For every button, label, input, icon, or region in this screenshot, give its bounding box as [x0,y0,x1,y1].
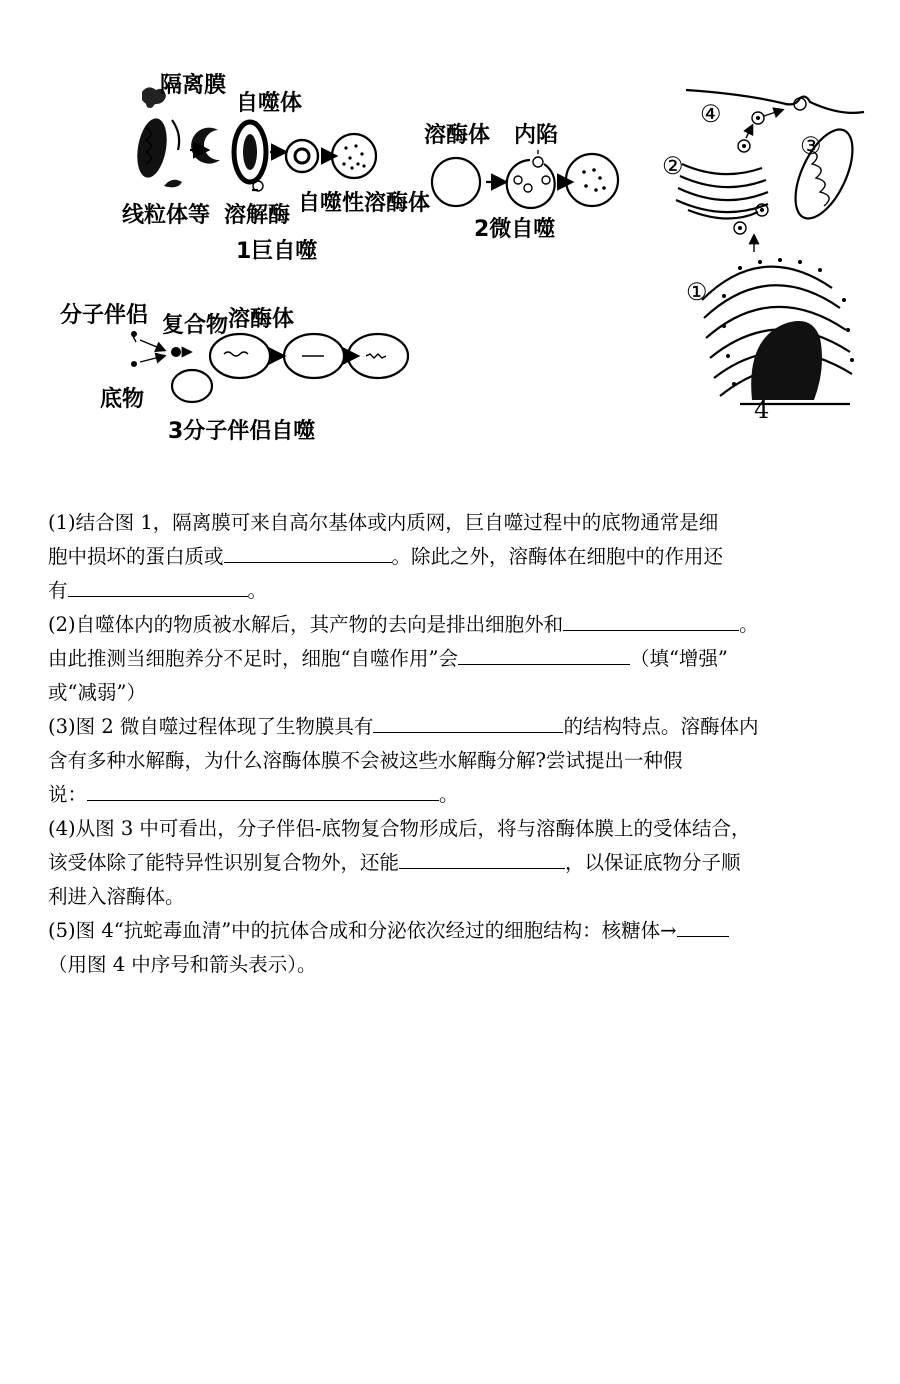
fig1-label-autophagosome: 自噬体 [236,91,303,116]
fig3-label-lysosome: 溶酶体 [228,307,295,332]
figure-1-macroautophagy [122,73,430,264]
q4-text-d: 利进入溶酶体。 [48,885,185,908]
autophagosome-shape [234,122,266,182]
fusion-shape [286,140,318,172]
q4-text-a: (4)从图 3 中可看出，分子伴侣-底物复合物形成后，将与溶酶体膜上的受体结合， [48,817,751,840]
q1-text-c: 。除此之外，溶酶体在细胞中的作用还 [391,545,724,568]
q2-text-c: 由此推测当细胞养分不足时，细胞“自噬作用”会 [48,647,458,670]
figure-4-secretory-pathway [662,90,864,424]
q3-text-a: (3)图 2 微自噬过程体现了生物膜具有 [48,715,374,738]
question-3 [48,710,858,812]
q2-text-a: (2)自噬体内的物质被水解后，其产物的去向是排出细胞外和 [48,613,564,636]
fig3-label-substrate: 底物 [100,387,145,412]
figure-2-microautophagy [424,122,618,242]
autolysosome-shape [332,134,376,178]
q4-blank-1[interactable] [399,846,565,869]
q1-text-a: (1)结合图 1，隔离膜可来自高尔基体或内质网，巨自噬过程中的底物通常是细 [48,511,719,534]
q3-text-d: 说： [48,783,88,806]
lysosome-1-shape [210,334,270,378]
questions-section [48,506,858,982]
fig2-label-invagination: 内陷 [514,123,559,148]
q2-text-d: （填“增强” [629,647,728,670]
q2-text-e: 或“减弱”） [48,681,146,704]
q1-blank-2[interactable] [68,574,248,597]
fig1-label-lysozyme: 溶解酶 [224,203,291,228]
fig4-marker-2: ② [662,152,684,180]
q2-text-b: 。 [739,613,759,636]
golgi-apparatus-shape [676,164,768,219]
figure-3-chaperone-autophagy [60,302,408,444]
lysosome-3-shape [348,334,408,378]
q1-text-d: 有 [48,579,68,602]
q5-text-a: (5)图 4“抗蛇毒血清”中的抗体合成和分泌依次经过的细胞结构：核糖体→ [48,919,677,942]
q1-text-e: 。 [247,579,268,602]
question-5 [48,914,858,982]
question-1 [48,506,858,608]
mitochondrion-shape [133,116,171,180]
fig4-marker-1: ① [686,278,708,306]
fig1-caption: 1巨自噬 [236,239,318,264]
fig4-caption: 4 [754,396,770,424]
q4-text-b: 该受体除了能特异性识别复合物外，还能 [48,851,400,874]
q3-blank-1[interactable] [373,710,563,733]
q3-text-b: 的结构特点。溶酶体内 [563,715,759,738]
fig1-label-autolysosome: 自噬性溶酶体 [298,191,431,216]
q3-text-c: 含有多种水解酶，为什么溶酶体膜不会被这些水解酶分解?尝试提出一种假 [48,749,683,772]
fig4-mitochondrion-shape [784,121,864,227]
q2-blank-1[interactable] [563,608,739,631]
fig3-label-complex: 复合物 [162,313,229,338]
invagination-shape [507,150,555,208]
figure-panel [0,0,900,470]
q5-text-b: （用图 4 中序号和箭头表示）。 [48,953,317,976]
fig3-label-chaperone: 分子伴侣 [60,303,149,328]
nucleus-shape [751,321,822,400]
question-2 [48,608,858,710]
q1-text-b: 胞中损坏的蛋白质或 [48,545,224,568]
q1-blank-1[interactable] [224,540,392,563]
lysosome-shape [432,158,480,206]
q4-text-c: ，以保证底物分子顺 [565,851,741,874]
fig1-label-mitochondria: 线粒体等 [122,203,211,228]
isolation-membrane-arc [172,120,179,150]
digesting-lysosome-shape [566,154,618,206]
fig4-marker-4: ④ [700,100,722,128]
fig4-marker-3: ③ [800,132,822,160]
q3-blank-2[interactable] [87,778,439,801]
fig1-label-isolation-membrane: 隔离膜 [160,73,227,98]
phagophore-crescent [191,128,220,164]
question-4 [48,812,858,914]
q5-blank-1[interactable] [677,914,729,937]
fig2-label-lysosome: 溶酶体 [424,123,491,148]
fig3-caption: 3分子伴侣自噬 [168,419,316,444]
receptor-lysosome-shape [172,370,212,402]
fig2-caption: 2微自噬 [474,217,556,242]
q2-blank-2[interactable] [458,642,630,665]
q3-text-e: 。 [439,783,459,806]
